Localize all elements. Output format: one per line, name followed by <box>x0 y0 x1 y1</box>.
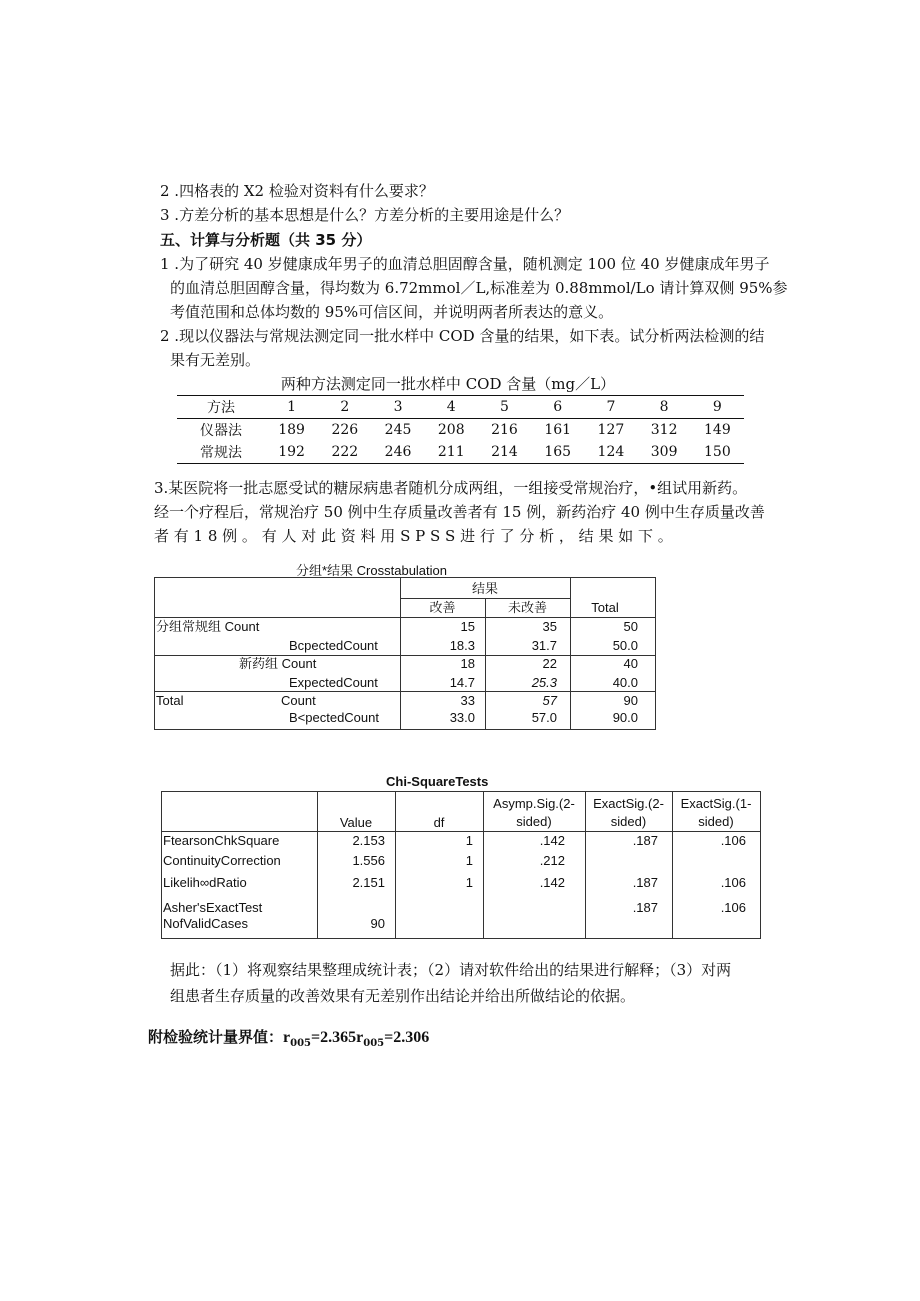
crosstab-cell: 90.0 <box>612 710 638 725</box>
cod-table-block <box>177 373 744 464</box>
crosstab-group-header: 结果 <box>471 581 498 596</box>
chisq-header-exact1-2: sided) <box>698 814 734 829</box>
cod-header-cell: 7 <box>584 396 637 419</box>
chisq-cell-asymp: .142 <box>539 833 565 848</box>
chisq-cell-value: 1.556 <box>352 853 385 868</box>
chisq-cell-exact2: .187 <box>632 900 658 915</box>
chisq-cell-asymp: .142 <box>539 875 565 890</box>
chisq-header-exact2: ExactSig.(2- <box>593 796 664 811</box>
cod-cell: 127 <box>597 422 625 438</box>
cod-cell: 165 <box>531 441 584 464</box>
crosstab-cell: 90 <box>623 693 638 708</box>
cod-header-cell: 9 <box>691 396 744 419</box>
q3-line2: 经一个疗程后，常规治疗 50 例中生存质量改善者有 15 例，新药治疗 40 例中生存质量改善 <box>154 503 765 521</box>
appendix-prefix: 附检验统计量界值： <box>148 1028 284 1046</box>
crosstab-row-label: 新药组 Count <box>239 656 317 671</box>
cod-header-cell: 8 <box>638 396 691 419</box>
crosstab-cell: 40.0 <box>612 675 638 690</box>
crosstab-cell: 15 <box>460 619 475 634</box>
cod-header-cell: 4 <box>425 396 478 419</box>
crosstab-cell: 25.3 <box>531 675 557 690</box>
cod-header-cell: 5 <box>478 396 531 419</box>
instructions-line1: 据此：（1）将观察结果整理成统计表；（2）请对软件给出的结果进行解释；（3）对两 <box>170 961 732 979</box>
chisq-row-label: NofValidCases <box>163 916 249 931</box>
crosstab-row-label: BcpectedCount <box>289 638 378 653</box>
crosstab-row-label: ExpectedCount <box>289 675 378 690</box>
cod-cell: 161 <box>544 422 572 438</box>
instructions-line2: 组患者生存质量的改善效果有无差别作出结论并给出所做结论的依据。 <box>170 987 636 1005</box>
chisq-cell-df: 1 <box>465 875 473 890</box>
chisq-cell-asymp: .212 <box>539 853 565 868</box>
crosstab-cell: 57 <box>542 693 557 708</box>
cod-header-cell: 1 <box>265 396 318 419</box>
cod-header-cell: 6 <box>531 396 584 419</box>
appendix-t1-sub: 005 <box>290 1038 311 1049</box>
cod-cell: 246 <box>371 441 424 464</box>
cod-cell: 149 <box>704 422 731 438</box>
cod-table <box>177 395 744 464</box>
crosstab-cell: 14.7 <box>449 675 475 690</box>
chisq-cell-df: 1 <box>465 833 473 848</box>
appendix-t1-sym: r <box>283 1029 291 1046</box>
cod-header-cell: 方法 <box>177 396 265 419</box>
chisq-header-df: df <box>433 815 445 830</box>
cod-cell: 216 <box>491 422 518 438</box>
question-3: 3 .方差分析的基本思想是什么？方差分析的主要用途是什么？ <box>160 206 570 224</box>
chisq-cell-exact2: .187 <box>632 875 658 890</box>
cod-cell: 189 <box>278 422 305 438</box>
cod-cell: 192 <box>265 441 318 464</box>
crosstab-cell: 22 <box>542 656 557 671</box>
chisq-row-label: FtearsonChkSquare <box>163 833 280 848</box>
cod-cell: 226 <box>331 422 359 438</box>
crosstab-hline <box>155 617 655 618</box>
chisq-cell-exact2: .187 <box>632 833 658 848</box>
cod-cell: 208 <box>437 422 465 438</box>
crosstab-table <box>154 577 656 730</box>
chisq-hline <box>162 831 760 832</box>
appendix-t1-val: =2.365 <box>311 1029 357 1046</box>
crosstab-hline <box>155 691 655 692</box>
crosstab-col-header: Total <box>591 600 619 615</box>
crosstab-cell: 35 <box>542 619 557 634</box>
cod-cell: 211 <box>425 441 478 464</box>
q2-line2: 果有无差别。 <box>170 351 261 369</box>
chisq-row-label: Asher'sExactTest <box>163 900 263 915</box>
chisq-header-asymp-2: sided) <box>516 814 552 829</box>
question-2: 2 .四格表的 X2 检验对资料有什么要求？ <box>160 182 434 200</box>
appendix <box>148 1027 429 1054</box>
crosstab-cell: 18 <box>460 656 475 671</box>
crosstab-cell: 31.7 <box>531 638 557 653</box>
chisq-table <box>161 791 761 939</box>
crosstab-row-label: 分组常规组 Count <box>156 619 260 634</box>
q1-line3: 考值范围和总体均数的 95%可信区间，并说明两者所表达的意义。 <box>170 303 614 321</box>
cod-cell: 312 <box>650 422 678 438</box>
crosstab-cell: 18.3 <box>449 638 475 653</box>
crosstab-cell: 57.0 <box>531 710 557 725</box>
chisq-cell-value: 90 <box>370 916 385 931</box>
cod-cell: 222 <box>318 441 371 464</box>
crosstab-cell: 40 <box>623 656 638 671</box>
chisq-cell-df: 1 <box>465 853 473 868</box>
section-title: 五、计算与分析题（共 35 分） <box>160 231 372 249</box>
appendix-t2-sym: r <box>356 1029 364 1046</box>
chisq-row-label: ContinuityCorrection <box>163 853 281 868</box>
cod-row-instrument <box>177 419 744 442</box>
cod-cell: 124 <box>584 441 637 464</box>
cod-cell: 214 <box>478 441 531 464</box>
cod-cell: 仪器法 <box>200 423 242 439</box>
cod-header-cell: 2 <box>318 396 371 419</box>
crosstab-cell: 50.0 <box>612 638 638 653</box>
q3-line1: 3.某医院将一批志愿受试的糖尿病患者随机分成两组，一组接受常规治疗，•组试用新药。 <box>154 479 748 497</box>
cod-cell: 245 <box>384 422 412 438</box>
chisq-header-exact1: ExactSig.(1- <box>680 796 752 811</box>
chisq-cell-exact1: .106 <box>720 900 746 915</box>
cod-cell: 常规法 <box>177 441 265 464</box>
crosstab-row-label: Count <box>281 693 316 708</box>
q1-line2: 的血清总胆固醇含量，得均数为 6.72mmol／L,标准差为 0.88mmol/Lo 请计算双侧 95%参 <box>170 279 788 297</box>
chisq-cell-value: 2.153 <box>352 833 385 848</box>
crosstab-row-label: B<pectedCount <box>289 710 379 725</box>
chisq-cell-value: 2.151 <box>352 875 385 890</box>
crosstab-cell: 50 <box>623 619 638 634</box>
chisq-header-value: Value <box>339 815 373 830</box>
crosstab-cell: 33 <box>460 693 475 708</box>
cod-header-cell: 3 <box>371 396 424 419</box>
chisq-cell-exact1: .106 <box>720 833 746 848</box>
chisq-row-label: Likelih∞dRatio <box>163 875 247 890</box>
appendix-t2-val: =2.306 <box>384 1029 430 1046</box>
q3-line3: 者 有 1 8 例 。 有 人 对 此 资 料 用 S P S S 进 行 了 分 析 ， 结 果 如 下 。 <box>154 527 673 545</box>
crosstab-col-header: 未改善 <box>507 600 547 615</box>
chisq-title: Chi-SquareTests <box>386 774 489 789</box>
crosstab-hline <box>400 598 570 599</box>
cod-row-conventional <box>177 441 744 464</box>
chisq-header-exact2-2: sided) <box>610 814 647 829</box>
q2-line1: 2 .现以仪器法与常规法测定同一批水样中 COD 含量的结果，如下表。试分析两法检测的结 <box>160 327 765 345</box>
appendix-t2-sub: 005 <box>363 1038 385 1049</box>
cod-cell: 309 <box>638 441 691 464</box>
cod-cell: 150 <box>691 441 744 464</box>
q1-line1: 1 .为了研究 40 岁健康成年男子的血清总胆固醇含量，随机测定 100 位 40 岁健康成年男子 <box>160 255 770 273</box>
crosstab-title: 分组*结果 Crosstabulation <box>296 563 447 578</box>
crosstab-col-header: 改善 <box>429 600 456 615</box>
cod-table-title: 两种方法测定同一批水样中 COD 含量（mg／L） <box>280 375 616 393</box>
cod-header-row <box>177 396 744 419</box>
crosstab-cell: 33.0 <box>449 710 475 725</box>
chisq-header-asymp: Asymp.Sig.(2- <box>493 796 575 811</box>
crosstab-row-label-total: Total <box>156 693 184 708</box>
chisq-cell-exact1: .106 <box>720 875 746 890</box>
